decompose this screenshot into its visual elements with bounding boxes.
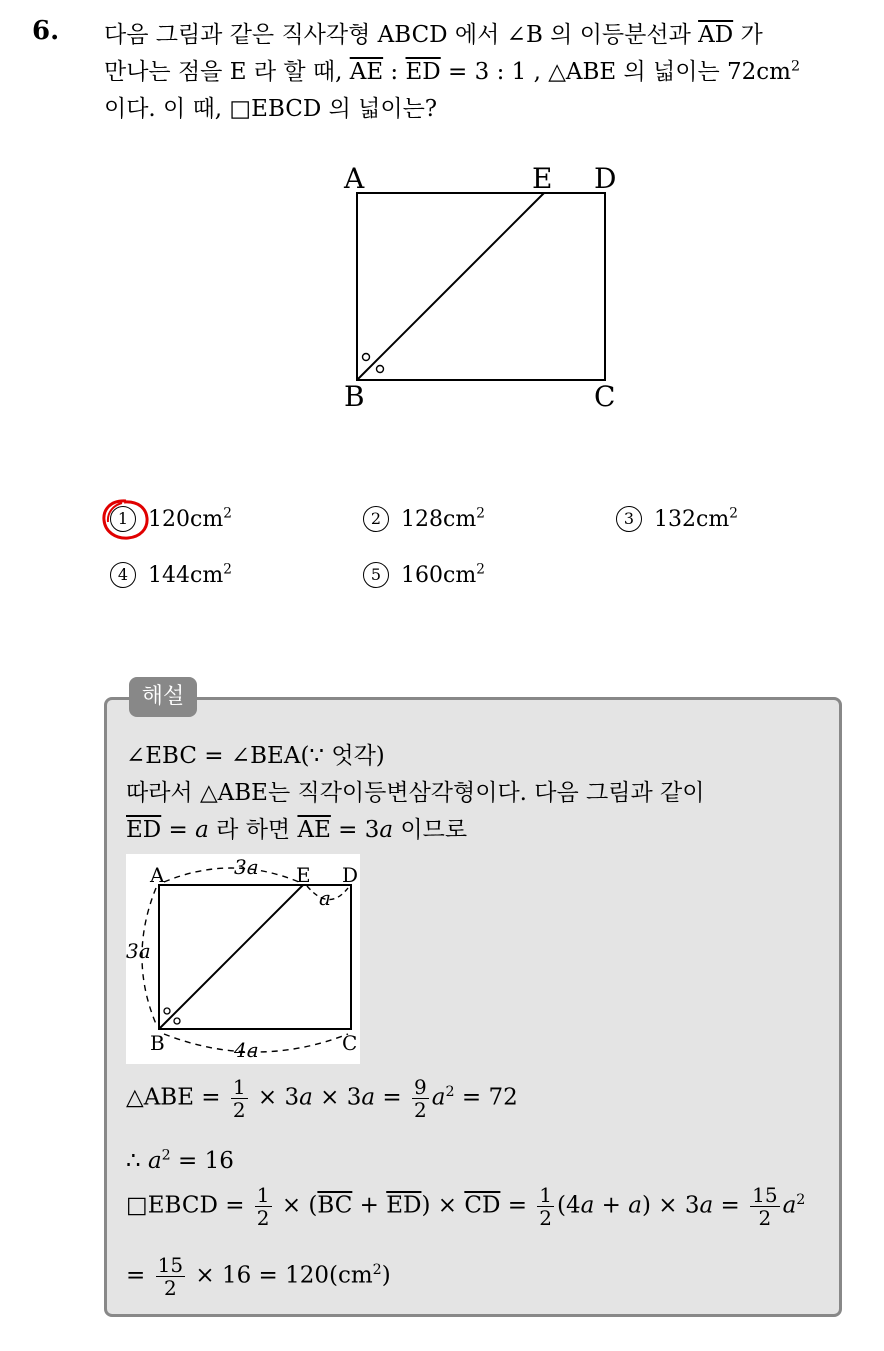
label-a: A bbox=[344, 162, 365, 195]
choice-3[interactable]: 3 $132cm^2$ bbox=[616, 506, 738, 532]
label-b: B bbox=[344, 380, 365, 413]
rectangle-abcd bbox=[357, 193, 605, 380]
choice-5[interactable]: 5 $160cm^2$ bbox=[363, 562, 485, 588]
label-4a-bottom: 4a bbox=[234, 1038, 259, 1062]
question-line-2: 만나는 점을 E 라 할 때, $\overline{AE}$ : $\overline{ED} = 3$ : 1 , △ABE 의 넓이는 $72cm^2$ bbox=[104, 58, 801, 85]
angle-mark-1 bbox=[363, 354, 370, 361]
choice-2[interactable]: 2 $128cm^2$ bbox=[363, 506, 485, 532]
selected-answer-circle-icon bbox=[100, 496, 152, 544]
question-number: 6. bbox=[32, 16, 60, 46]
solution-equation-1: △ABE = $\frac{1}{2}$ × 3a × 3a = $\frac{9}{2}$ $a^2 = 72$ bbox=[126, 1075, 518, 1122]
question-line-1: 다음 그림과 같은 직사각형 ABCD 에서 ∠B 의 이등분선과 $\overline{AD}$ 가 bbox=[104, 22, 763, 48]
solution-line-3: $\overline{ED} = a$ 라 하면 $\overline{AE} = 3a$ 이므로 bbox=[126, 817, 468, 843]
dashed-arc-top bbox=[164, 868, 299, 882]
bisector-be bbox=[357, 193, 544, 380]
fig2-label-c: C bbox=[342, 1031, 358, 1055]
solution-line-2: 따라서 △ABE는 직각이등변삼각형이다. 다음 그림과 같이 bbox=[126, 780, 705, 806]
angle-mark-2 bbox=[377, 366, 384, 373]
fig2-label-b: B bbox=[150, 1031, 165, 1055]
solution-equation-4: = $\frac{15}{2}$ × $16 = 120(cm^2)$ bbox=[126, 1253, 391, 1300]
label-d: D bbox=[594, 162, 617, 195]
fig2-label-a: A bbox=[150, 863, 165, 887]
solution-tag: 해설 bbox=[129, 677, 197, 717]
label-3a-top: 3a bbox=[234, 855, 259, 879]
solution-equation-2: ∴ $a^2 = 16$ bbox=[126, 1147, 234, 1174]
rectangle-figure bbox=[330, 160, 630, 420]
solution-bisector bbox=[159, 885, 303, 1029]
label-e: E bbox=[532, 162, 553, 195]
choice-1[interactable]: 1 $120cm^2$ bbox=[110, 506, 232, 532]
choice-4[interactable]: 4 $144cm^2$ bbox=[110, 562, 232, 588]
label-a-right: a bbox=[319, 886, 331, 910]
question-line-3: 이다. 이 때, □EBCD 의 넓이는? bbox=[104, 96, 438, 122]
label-c: C bbox=[594, 380, 616, 413]
solution-figure bbox=[126, 854, 360, 1064]
solution-line-1: ∠EBC = ∠BEA(∵ 엇각) bbox=[126, 743, 385, 769]
solution-equation-3: □EBCD = $\frac{1}{2}$ × $(\overline{BC} + \overline{ED}) \times \overline{CD}$ = $\frac{1}{2}$ (4a + a) × 3a = $\frac{15}{2}$ $a^2$ bbox=[126, 1183, 806, 1230]
label-3a-left: 3a bbox=[126, 939, 151, 963]
fig2-label-e: E bbox=[296, 863, 311, 887]
fig2-label-d: D bbox=[342, 863, 359, 887]
